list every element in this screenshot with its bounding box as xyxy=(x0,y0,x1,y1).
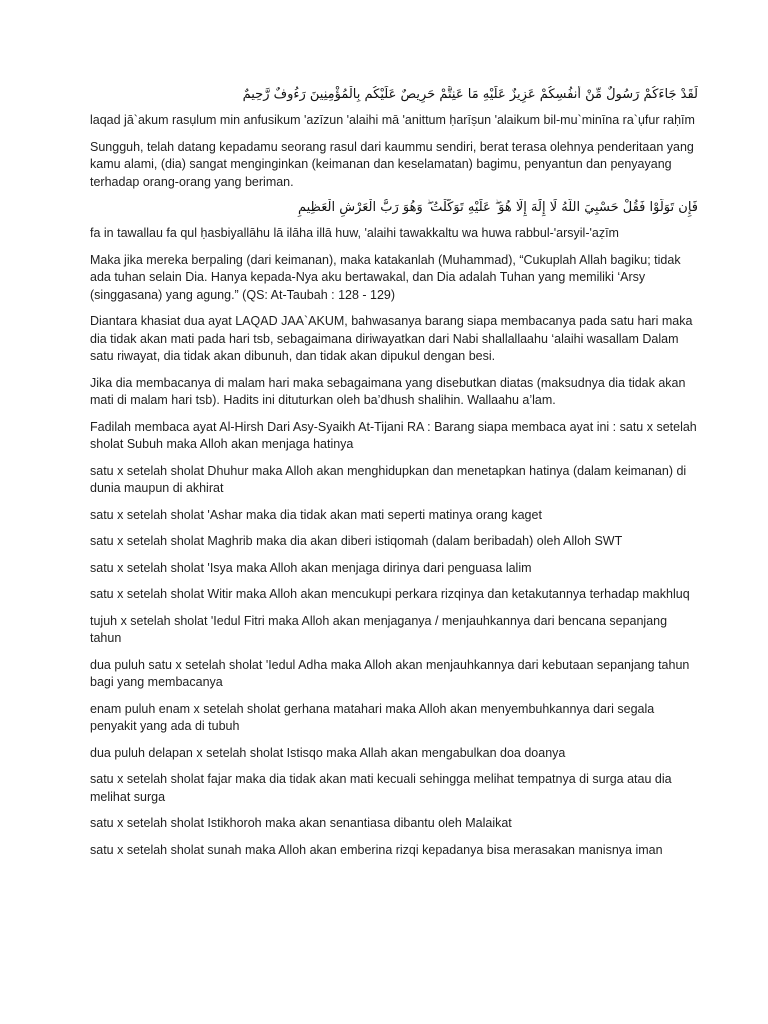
transliteration-128: laqad jā`akum rasụlum min anfusikum 'azīzun 'alaihi mā 'anittum ḥarīṣun 'alaikum bil-mu`minīna ra`ụfur raḥīm xyxy=(90,113,695,127)
paragraph: satu x setelah sholat 'Isya maka Alloh akan menjaga dirinya dari penguasa lalim xyxy=(90,560,532,575)
translation-129: Maka jika mereka berpaling (dari keimanan), maka katakanlah (Muhammad), “Cukuplah Allah bagiku; tidak ada tuhan selain Dia. Hanya kepada-Nya aku bertawakal, dan Dia adalah Tuhan yang memiliki ‘Arsy (singgasana) yang agung.” (QS: At-Taubah : 128 - 129) xyxy=(90,252,681,302)
arabic-verse-128: لَقَدْ جَاءَكُمْ رَسُولٌ مِّنْ أَنفُسِكُمْ عَزِيزٌ عَلَيْهِ مَا عَنِتُّمْ حَرِيصٌ عَلَيْكُم بِالْمُؤْمِنِينَ رَءُوفٌ رَّحِيمٌ xyxy=(242,87,698,102)
paragraph: dua puluh satu x setelah sholat 'Iedul Adha maka Alloh akan menjauhkannya dari kebutaan sepanjang tahun bagi yang membacanya xyxy=(90,657,690,689)
paragraph: satu x setelah sholat Istikhoroh maka akan senantiasa dibantu oleh Malaikat xyxy=(90,816,512,830)
paragraph: Diantara khasiat dua ayat LAQAD JAA`AKUM, bahwasanya barang siapa membacanya pada satu hari maka dia tidak akan mati pada hari tsb, sebagaimana diriwayatkan dari Nabi shallallaahu ‘alaihi wasallam Dalam satu riwayat, dia tidak akan dibunuh, dan tidak akan dipukul dengan besi. xyxy=(90,314,693,363)
paragraph: satu x setelah sholat fajar maka dia tidak akan mati kecuali sehingga melihat tempatnya di surga atau dia melihat surga xyxy=(90,772,672,804)
paragraph: satu x setelah sholat 'Ashar maka dia tidak akan mati seperti matinya orang kaget xyxy=(90,507,542,522)
paragraph: dua puluh delapan x setelah sholat Istisqo maka Allah akan mengabulkan doa doanya xyxy=(90,745,566,760)
paragraph: Jika dia membacanya di malam hari maka sebagaimana yang disebutkan diatas (maksudnya dia tidak akan mati di malam hari tsb). Hadits ini dituturkan oleh ba’dhush shalihin. Wallaahu a’lam. xyxy=(90,375,686,407)
transliteration-129: fa in tawallau fa qul ḥasbiyallāhu lā ilāha illā huw, 'alaihi tawakkaltu wa huwa rabbul-'arsyil-'aẓīm xyxy=(90,226,619,240)
paragraph: Fadilah membaca ayat Al-Hirsh Dari Asy-Syaikh At-Tijani RA : Barang siapa membaca ayat ini : satu x setelah sholat Subuh maka Alloh akan menjaga hatinya xyxy=(90,419,697,451)
translation-128: Sungguh, telah datang kepadamu seorang rasul dari kaummu sendiri, berat terasa olehnya penderitaan yang kamu alami, (dia) sangat menginginkan (keimanan dan keselamatan) bagimu, penyantun dan penyayang terhadap orang-orang yang beriman. xyxy=(90,139,694,189)
arabic-verse-129: فَإِن تَوَلَّوْا فَقُلْ حَسْبِيَ اللَّهُ لَا إِلَٰهَ إِلَّا هُوَ ۖ عَلَيْهِ تَوَكَّلْتُ ۖ وَهُوَ رَبُّ الْعَرْشِ الْعَظِيمِ xyxy=(297,200,698,215)
paragraph: satu x setelah sholat Witir maka Alloh akan mencukupi perkara rizqinya dan ketakutannya terhadap makhluq xyxy=(90,587,690,601)
paragraph: enam puluh enam x setelah sholat gerhana matahari maka Alloh akan menyembuhkannya dari segala penyakit yang ada di tubuh xyxy=(90,701,655,733)
paragraph: tujuh x setelah sholat 'Iedul Fitri maka Alloh akan menjaganya / menjauhkannya dari bencana sepanjang tahun xyxy=(90,613,668,645)
paragraph: satu x setelah sholat Maghrib maka dia akan diberi istiqomah (dalam beribadah) oleh Alloh SWT xyxy=(90,534,623,548)
paragraph: satu x setelah sholat sunah maka Alloh akan emberina rizqi kepadanya bisa merasakan manisnya iman xyxy=(90,842,663,857)
paragraph: satu x setelah sholat Dhuhur maka Alloh akan menghidupkan dan menetapkan hatinya (dalam keimanan) di dunia maupun di akhirat xyxy=(90,463,687,495)
